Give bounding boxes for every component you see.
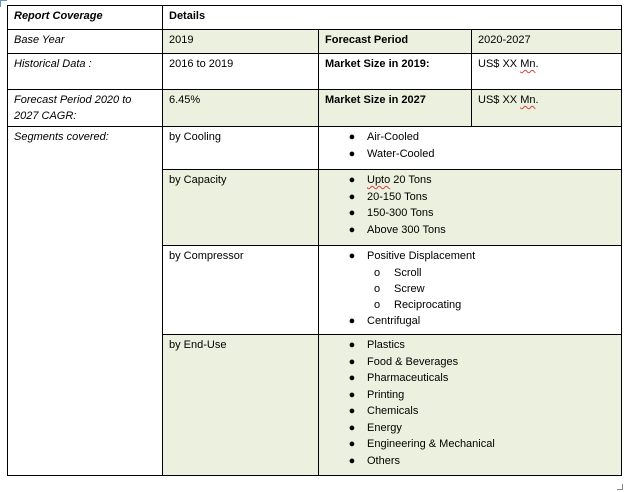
historical-data-label: Historical Data : <box>8 54 163 90</box>
forecast-period-value: 2020-2027 <box>472 30 622 54</box>
list-item-text: Engineering & Mechanical <box>367 438 495 450</box>
list-item-text: 150-300 Tons <box>367 207 434 219</box>
forecast-cagr-value: 6.45% <box>163 90 319 127</box>
list-item <box>325 129 615 146</box>
bullet-icon: ● <box>348 454 356 467</box>
bullet-icon: ● <box>348 355 356 368</box>
bullet-icon: ● <box>348 131 356 143</box>
bullet-icon: ● <box>348 223 356 236</box>
segment-cooling-label: by Cooling <box>163 127 319 170</box>
list-item-text: Energy <box>367 421 402 434</box>
list-item <box>325 387 615 404</box>
list-item <box>325 222 615 239</box>
bullet-icon: ● <box>348 250 356 262</box>
market-size-2027-prefix: US$ XX <box>478 94 521 106</box>
list-item-text: Air-Cooled <box>367 131 419 143</box>
bullet-icon: ● <box>348 438 356 450</box>
list-item-text: Pharmaceuticals <box>367 372 449 384</box>
sub-bullet-icon: o <box>373 298 381 311</box>
sub-list-item-text: Screw <box>394 282 425 295</box>
base-year-label: Base Year <box>8 30 163 54</box>
list-item <box>325 403 615 420</box>
segment-compressor-label: by Compressor <box>163 246 319 335</box>
bullet-icon: ● <box>348 207 356 219</box>
list-item <box>325 420 615 437</box>
forecast-period-label: Forecast Period <box>319 30 472 54</box>
market-size-2027-value <box>472 90 622 127</box>
list-item <box>325 354 615 371</box>
list-item <box>325 453 615 470</box>
segment-capacity-label: by Capacity <box>163 170 319 246</box>
list-item-text: Printing <box>367 388 405 401</box>
list-item-text: Above 300 Tons <box>367 223 446 236</box>
list-item-text: 20 Tons <box>390 174 432 186</box>
bullet-icon: ● <box>348 190 356 203</box>
list-item <box>325 436 615 453</box>
bullet-icon: ● <box>348 147 356 160</box>
bullet-icon: ● <box>348 339 356 351</box>
list-item <box>325 146 615 163</box>
list-item <box>325 189 615 206</box>
market-size-2027-suffix: . <box>535 94 539 106</box>
bullet-icon: ● <box>348 174 356 186</box>
base-year-value: 2019 <box>163 30 319 54</box>
table-anchor-icon <box>0 0 7 7</box>
table-resize-handle-icon[interactable] <box>617 484 623 490</box>
list-item <box>325 370 615 387</box>
list-item <box>325 337 615 354</box>
bullet-icon: ● <box>348 405 356 417</box>
sub-list-item-text: Reciprocating <box>394 298 462 311</box>
bullet-icon: ● <box>348 314 356 327</box>
forecast-cagr-label: Forecast Period 2020 to 2027 CAGR: <box>8 90 163 127</box>
bullet-icon: ● <box>348 421 356 434</box>
list-item-text-upto: Upto <box>367 174 391 186</box>
list-item-text: Others <box>367 454 401 467</box>
segment-end-use-label: by End-Use <box>163 335 319 476</box>
list-item-text: Centrifugal <box>367 314 421 327</box>
historical-data-value: 2016 to 2019 <box>163 54 319 90</box>
segments-covered-label: Segments covered: <box>8 127 163 476</box>
report-coverage-table <box>7 5 622 476</box>
list-item-text: 20-150 Tons <box>367 190 428 203</box>
market-size-2019-unit: Mn <box>520 58 536 70</box>
sub-list-item-text: Scroll <box>394 266 422 279</box>
segment-compressor-list <box>319 246 622 335</box>
bullet-icon: ● <box>348 372 356 384</box>
sub-bullet-icon: o <box>373 282 381 295</box>
market-size-2019-prefix: US$ XX <box>478 58 521 70</box>
sub-list-item <box>325 281 615 297</box>
list-item <box>325 248 615 265</box>
market-size-2027-label: Market Size in 2027 <box>319 90 472 127</box>
sub-list-item <box>325 265 615 281</box>
list-item <box>325 313 615 330</box>
segment-capacity-list <box>319 170 622 246</box>
market-size-2019-label: Market Size in 2019: <box>319 54 472 90</box>
segment-end-use-list <box>319 335 622 476</box>
list-item <box>325 172 615 189</box>
sub-bullet-icon: o <box>373 266 381 279</box>
list-item-text: Water-Cooled <box>367 147 435 160</box>
segment-cooling-list <box>319 127 622 170</box>
market-size-2019-suffix: . <box>535 58 539 70</box>
header-report-coverage: Report Coverage <box>8 6 163 30</box>
list-item-text: Plastics <box>367 339 405 351</box>
market-size-2027-unit: Mn <box>520 94 536 106</box>
bullet-icon: ● <box>348 388 356 401</box>
header-details: Details <box>163 6 622 30</box>
list-item-text: Food & Beverages <box>367 355 459 368</box>
list-item <box>325 205 615 222</box>
list-item-text: Positive Displacement <box>367 250 476 262</box>
list-item-text: Chemicals <box>367 405 419 417</box>
sub-list-item <box>325 297 615 313</box>
market-size-2019-value <box>472 54 622 90</box>
